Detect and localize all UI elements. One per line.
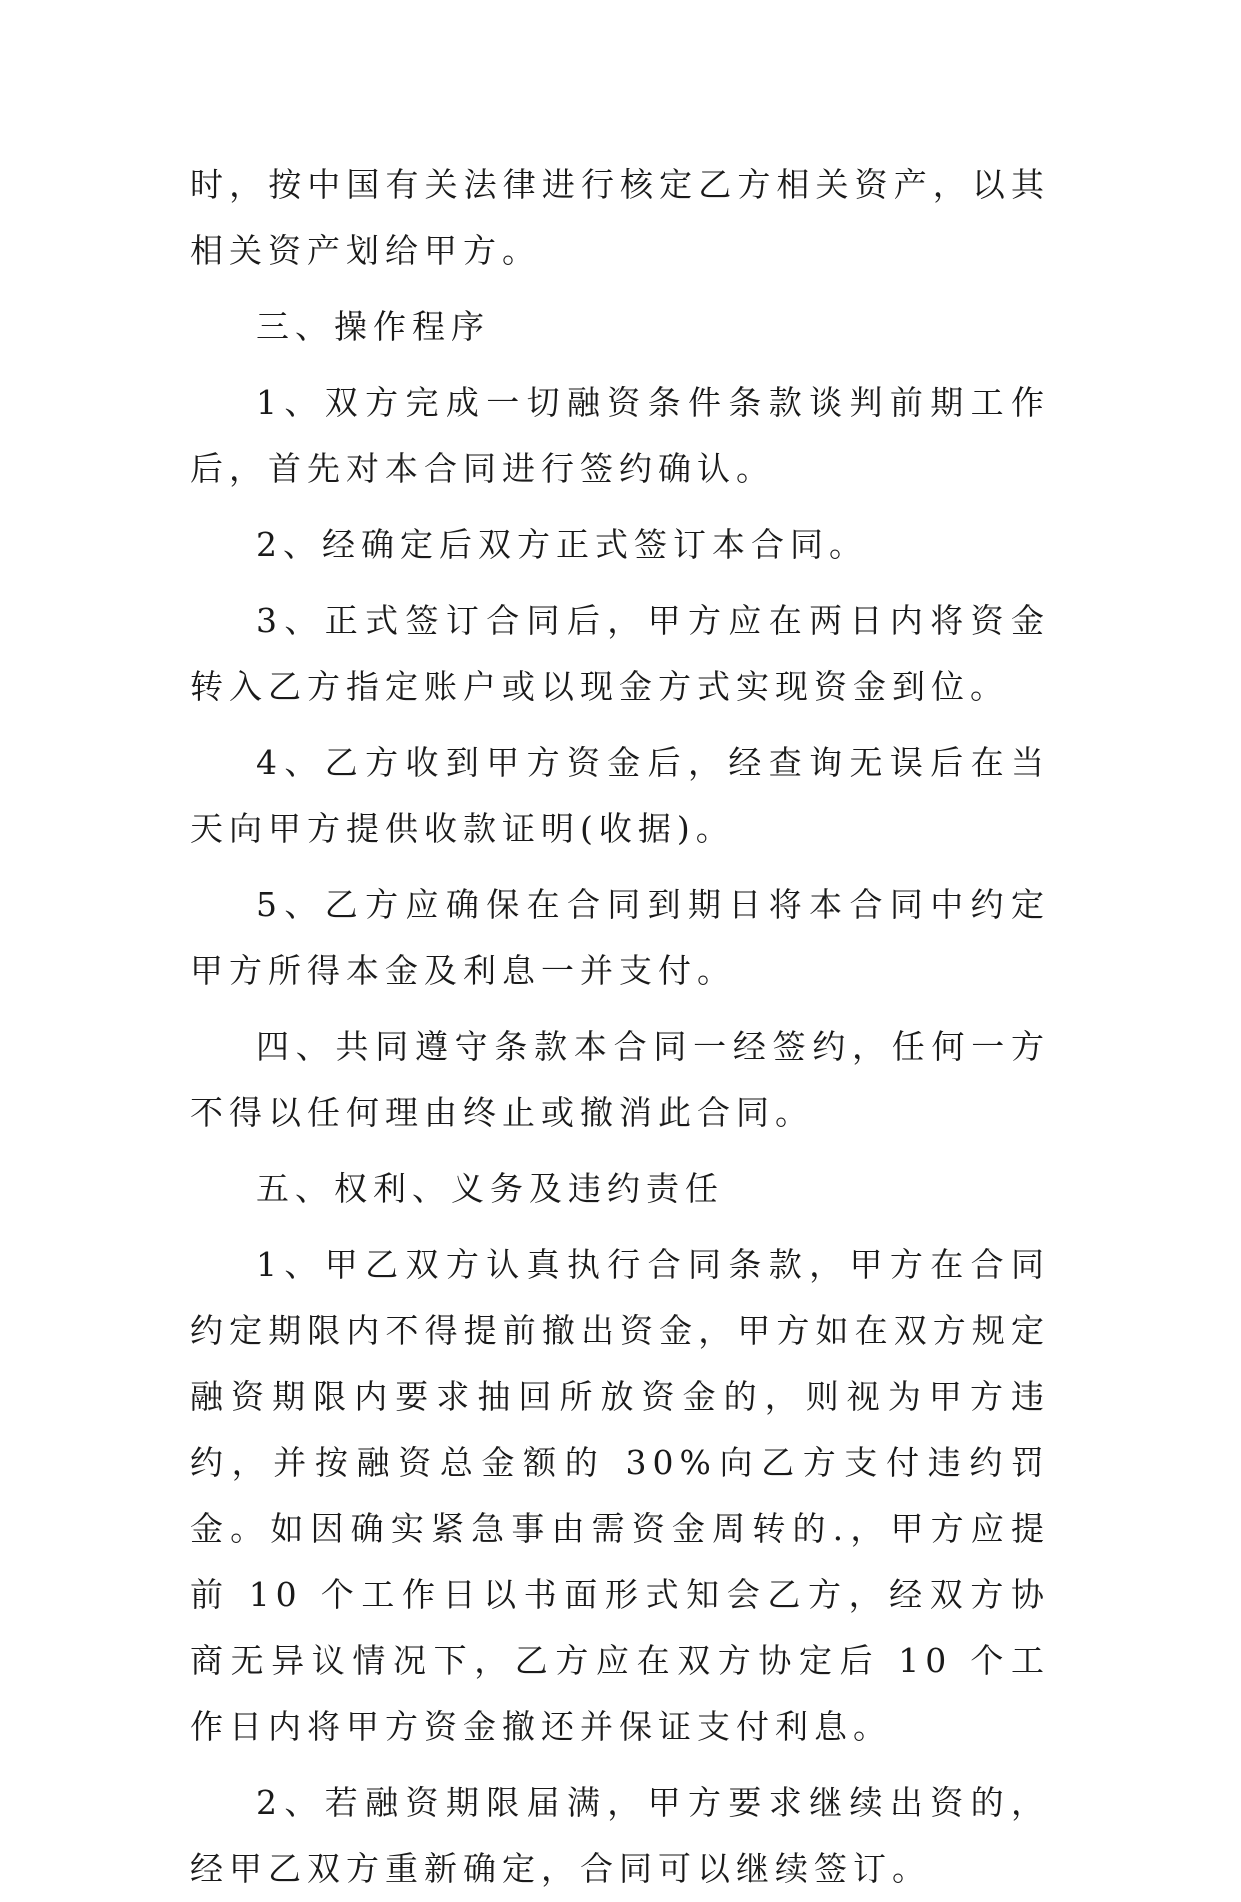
paragraph-continuation: 时，按中国有关法律进行核定乙方相关资产，以其相关资产划给甲方。 [190,165,1050,270]
procedure-item-4: 4、乙方收到甲方资金后，经查询无误后在当天向甲方提供收款证明(收据)。 [190,743,1050,848]
document-body [190,152,1050,1902]
procedure-item-1: 1、双方完成一切融资条件条款谈判前期工作后，首先对本合同进行签约确认。 [190,383,1050,488]
section-compliance-clause: 四、共同遵守条款本合同一经签约，任何一方不得以任何理由终止或撤消此合同。 [190,1027,1050,1132]
rights-item-1: 1、甲乙双方认真执行合同条款，甲方在合同约定期限内不得提前撤出资金，甲方如在双方规定融资期限内要求抽回所放资金的，则视为甲方违约，并按融资总金额的 30%向乙方支付违约罚金。如因确实紧急事由需资金周转的.，甲方应提前 10 个工作日以书面形式知会乙方，经双方协商无异议情况下，乙方应在双方协定后 10 个工作日内将甲方资金撤还并保证支付利息。 [190,1245,1050,1746]
section-heading-procedure: 三、操作程序 [256,307,490,346]
procedure-item-5: 5、乙方应确保在合同到期日将本合同中约定甲方所得本金及利息一并支付。 [190,885,1050,990]
rights-item-2: 2、若融资期限届满，甲方要求继续出资的，经甲乙双方重新确定，合同可以继续签订。 [190,1783,1050,1888]
section-heading-rights-obligations: 五、权利、义务及违约责任 [256,1169,724,1208]
procedure-item-3: 3、正式签订合同后，甲方应在两日内将资金转入乙方指定账户或以现金方式实现资金到位。 [190,601,1050,706]
procedure-item-2: 2、经确定后双方正式签订本合同。 [256,525,868,564]
